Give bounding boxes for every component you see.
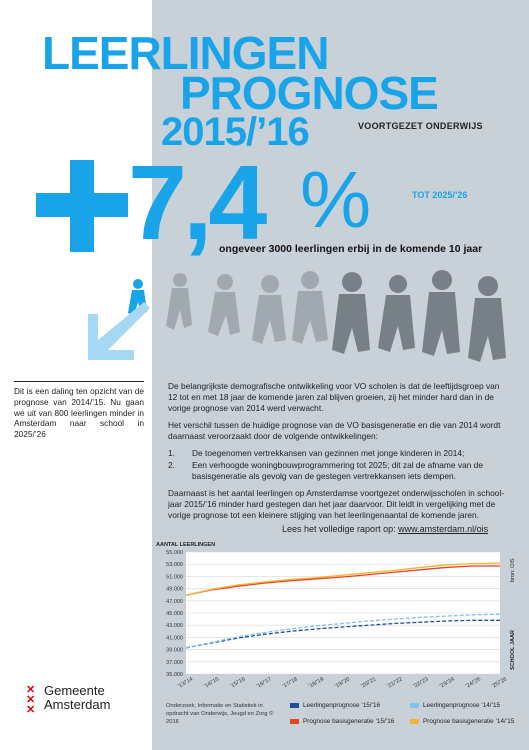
y-tick-label: 45.000 <box>166 611 183 617</box>
report-link[interactable]: www.amsterdam.nl/ois <box>398 524 489 534</box>
x-tick-label: ’16/’17 <box>255 676 273 690</box>
headline-number: 7,4 <box>128 144 264 262</box>
title-line-2: PROGNOSE <box>180 67 438 119</box>
x-tick-label: ’17/’18 <box>281 676 299 690</box>
sidenote: Dit is een daling ten opzicht van de prognose van 2014/’15. Nu gaan we uit van 800 leerlingen minder in Amsterdam naar school in 2025/’26 <box>14 381 144 440</box>
x-tick-label: ’15/’16 <box>229 676 247 690</box>
title-line-1: LEERLINGEN <box>42 27 329 79</box>
body-text <box>168 381 508 527</box>
down-left-arrow-icon <box>86 298 150 362</box>
source-label: bron: OIS <box>510 558 516 582</box>
x-tick-label: ’18/’19 <box>307 676 325 690</box>
headline-until: TOT 2025/’26 <box>412 190 468 200</box>
x-tick-label: ’20/’21 <box>360 676 378 690</box>
headline-percent: % <box>300 155 372 244</box>
x-tick-label: ’13/’14 <box>176 676 195 690</box>
paragraph-1: De belangrijkste demografische ontwikkeling voor VO scholen is dat de leeftijdsgroep van 12 tot en met 18 jaar de komende jaren zal blijven groeien, zij het minder hard dan in de vorige prognose van 2014 werd verwacht. <box>168 381 500 414</box>
legend-item: Prognose basisgeneratie ’15/’16 <box>290 718 394 725</box>
x-tick-label: ’22/’23 <box>412 676 430 690</box>
y-tick-label: 39.000 <box>166 647 183 654</box>
paragraph-3: Daarnaast is het aantal leerlingen op Amsterdamse voortgezet onderwijsscholen in school-jaar 2015/’16 minder hard gestegen dan het jaar daarvoor. Dit leidt in vergelijking met de vorige prognose tot een kleinere stijging van het leerlingenaantal de komende jaren. <box>168 487 505 520</box>
x-axis-label: SCHOOL JAAR <box>510 630 516 670</box>
legend-swatch <box>410 703 419 708</box>
subtitle: VOORTGEZET ONDERWIJS <box>358 121 483 131</box>
y-tick-label: 37.000 <box>166 659 183 666</box>
y-axis-label: AANTAL LEERLINGEN <box>156 542 216 548</box>
x-tick-label: ’14/’15 <box>203 676 221 690</box>
headline-extra: ongeveer 3000 leerlingen erbij in de komende 10 jaar <box>219 243 483 255</box>
municipality-name: Gemeente Amsterdam <box>44 683 111 713</box>
legend-swatch <box>410 719 419 724</box>
legend-swatch <box>290 703 299 708</box>
legend-swatch <box>290 719 299 724</box>
y-tick-label: 41.000 <box>166 635 183 642</box>
y-tick-label: 35.000 <box>166 672 183 678</box>
paragraph-2: Het verschil tussen de huidige prognose van de VO basisgeneratie en die van 2014 wordt daarnaast veroorzaakt door de volgende ontwikkelingen: <box>168 420 501 442</box>
x-tick-label: ’25/’26 <box>490 676 509 690</box>
y-tick-label: 49.000 <box>166 586 183 593</box>
development-list <box>168 448 508 481</box>
x-tick-label: ’21/’22 <box>386 676 404 690</box>
x-tick-label: ’23/’24 <box>438 676 456 690</box>
y-tick-label: 53.000 <box>166 562 183 569</box>
list-item: 1. De toegenomen vertrekkansen van gezinnen met jonge kinderen in 2014; <box>168 448 465 459</box>
legend-item: Prognose basisgeneratie ’14/’15 <box>410 718 514 725</box>
student-forecast-chart <box>152 532 529 712</box>
children-running-illustration <box>120 270 520 380</box>
amsterdam-xxx-logo: ✕ ✕ ✕ <box>26 684 36 716</box>
y-tick-label: 55.000 <box>166 550 183 556</box>
legend-item: Leerlingenprognose ’14/’15 <box>410 702 500 709</box>
x-tick-label: ’19/’20 <box>333 676 352 690</box>
y-tick-label: 43.000 <box>166 623 183 630</box>
list-item: 2. Een verhoogde woningbouwprogrammering tot 2025; dit zal de afname van de basisgeneratie als gevolg van de gestegen vertrekkansen iets dempen. <box>168 459 483 481</box>
y-tick-label: 51.000 <box>166 574 183 581</box>
report-line: Lees het volledige raport op: www.amsterdam.nl/ois <box>282 524 489 534</box>
x-tick-label: ’24/’25 <box>464 676 482 690</box>
chart-source-footnote: Onderzoek, Informatie en Statistiek in opdracht van Onderwijs, Jeugd en Zorg © 2016 <box>166 703 274 725</box>
legend-item: Leerlingenprognose ’15/’16 <box>290 702 380 709</box>
y-tick-label: 47.000 <box>166 598 183 605</box>
title-year: 2015/’16 <box>161 110 309 154</box>
plus-icon <box>36 160 128 252</box>
